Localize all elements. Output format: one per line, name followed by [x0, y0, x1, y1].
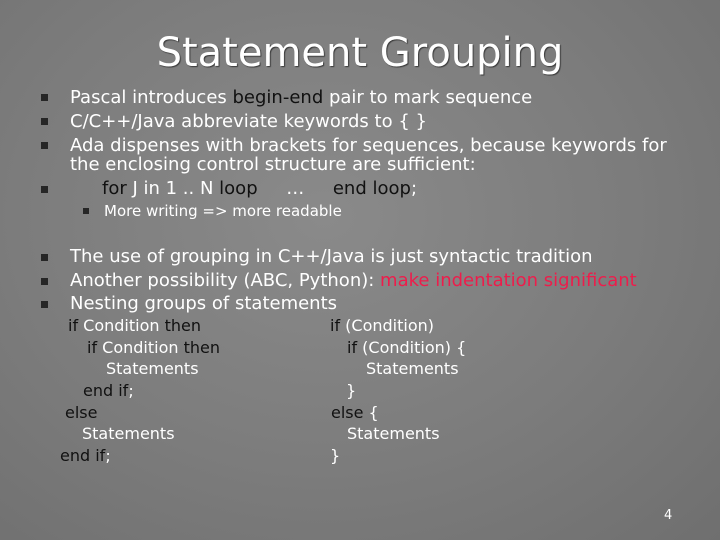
- bullet-indentation: [70, 270, 637, 291]
- code-text: Condition: [97, 338, 184, 357]
- keyword-begin-end: begin-end: [232, 87, 324, 108]
- bullet-text: Another possibility (ABC, Python):: [70, 270, 381, 291]
- code-line: }: [346, 381, 357, 400]
- bullet-ada-example: [102, 178, 417, 199]
- bullet-ada-line1: Ada dispenses with brackets for sequences, because keywords for: [70, 135, 667, 156]
- code-ellipsis: …: [257, 178, 333, 199]
- bullet-nesting: Nesting groups of statements: [70, 293, 338, 314]
- keyword-then: then: [183, 338, 221, 357]
- keyword-if: if: [68, 316, 79, 335]
- bullet-pascal: [70, 87, 532, 108]
- keyword-end-if: end if: [60, 446, 106, 465]
- code-text: (Condition) {: [357, 338, 467, 357]
- code-line: [347, 337, 466, 359]
- bullet-marker: [41, 186, 48, 193]
- keyword-if: if: [347, 338, 358, 357]
- code-line: [83, 380, 134, 402]
- code-text: ;: [128, 381, 134, 400]
- code-text: (Condition): [340, 316, 434, 335]
- code-line: [330, 315, 434, 337]
- keyword-if: if: [330, 316, 341, 335]
- code-line: Statements: [106, 359, 199, 378]
- code-text: Condition: [78, 316, 165, 335]
- sub-bullet-readable: More writing => more readable: [104, 202, 342, 220]
- code-text: J in 1 .. N: [126, 178, 220, 199]
- code-line: Statements: [366, 359, 459, 378]
- slide-title: Statement Grouping: [156, 30, 564, 76]
- bullet-marker: [41, 301, 48, 308]
- bullet-cjava: C/C++/Java abbreviate keywords to { }: [70, 111, 427, 132]
- sub-bullet-marker: [83, 208, 89, 214]
- bullet-tradition: The use of grouping in C++/Java is just syntactic tradition: [70, 246, 593, 267]
- bullet-marker: [41, 254, 48, 261]
- bullet-text: Pascal introduces: [70, 87, 233, 108]
- bullet-ada-line2: the enclosing control structure are sufficient:: [70, 154, 476, 175]
- keyword-end-loop: end loop: [332, 178, 411, 199]
- highlight-indentation: make indentation significant: [380, 270, 637, 291]
- code-line: Statements: [347, 424, 440, 443]
- keyword-for: for: [102, 178, 127, 199]
- bullet-text: pair to mark sequence: [323, 87, 533, 108]
- bullet-marker: [41, 142, 48, 149]
- code-line: }: [330, 446, 341, 465]
- bullet-marker: [41, 94, 48, 101]
- code-line: [331, 402, 379, 424]
- code-text: ;: [410, 178, 418, 199]
- code-line: Statements: [82, 424, 175, 443]
- keyword-then: then: [164, 316, 202, 335]
- bullet-marker: [41, 118, 48, 125]
- keyword-else: else: [65, 403, 98, 422]
- keyword-loop: loop: [219, 178, 258, 199]
- keyword-end-if: end if: [83, 381, 129, 400]
- keyword-else: else: [331, 403, 364, 422]
- code-line: [60, 445, 111, 467]
- bullet-marker: [41, 278, 48, 285]
- keyword-if: if: [87, 338, 98, 357]
- code-text: {: [363, 403, 379, 422]
- code-text: ;: [105, 446, 111, 465]
- page-number: 4: [664, 508, 673, 523]
- code-line: [68, 315, 201, 337]
- code-line: [87, 337, 220, 359]
